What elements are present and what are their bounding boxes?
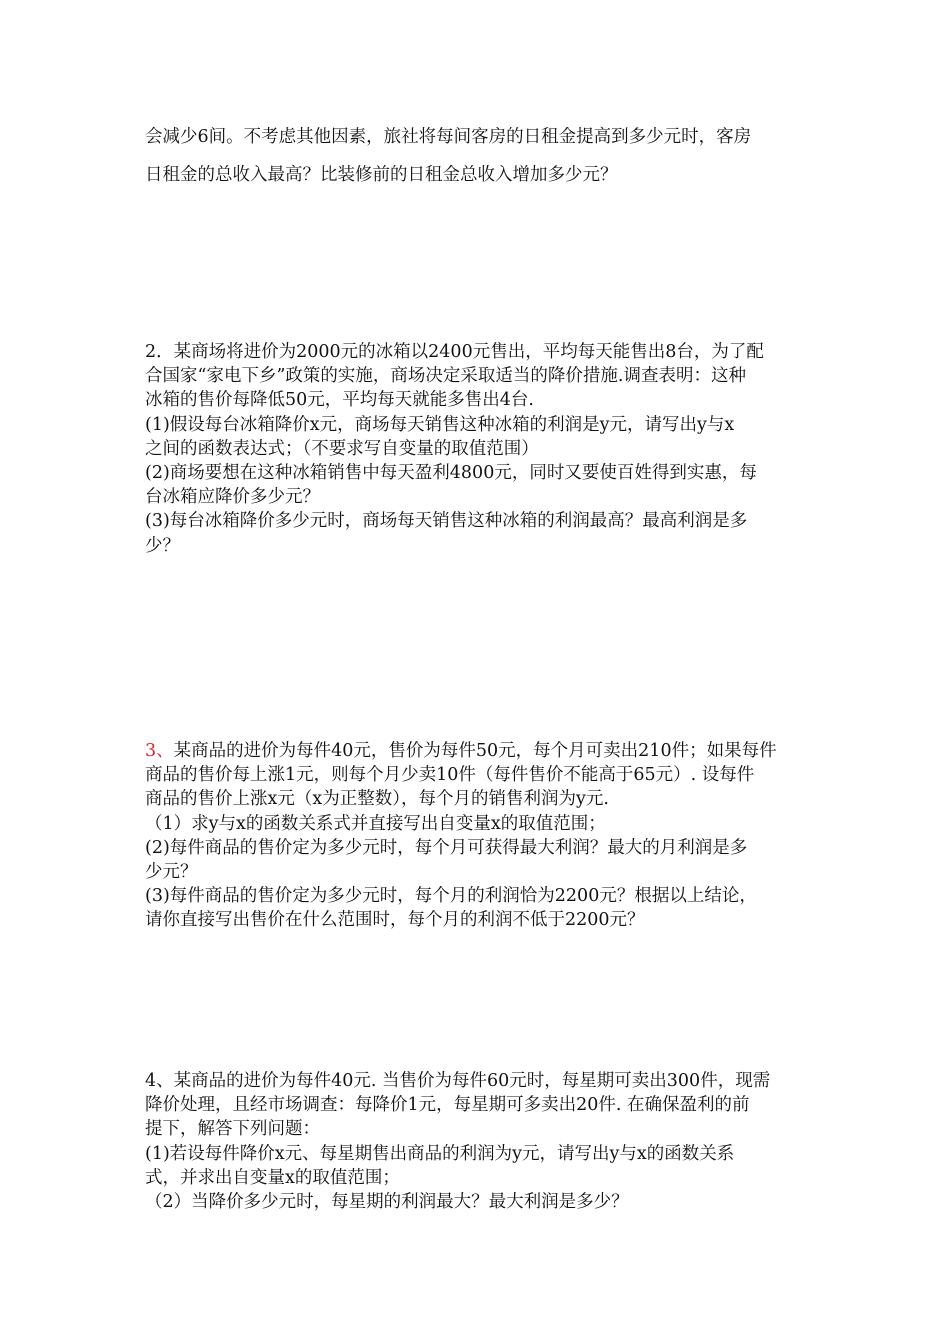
text-line: 合国家“家电下乡”政策的实施，商场决定采取适当的降价措施.调查表明：这种 [145,366,746,387]
text-line: （1）求y与x的函数关系式并直接写出自变量x的取值范围； [145,813,606,834]
text-line: (2)商场要想在这种冰箱销售中每天盈利4800元，同时又要使百姓得到实惠，每 [145,463,757,484]
text-line: 商品的售价上涨x元（x为正整数），每个月的销售利润为y元. [145,789,609,810]
text-line: (1)假设每台冰箱降价x元，商场每天销售这种冰箱的利润是y元，请写出y与x [145,414,735,435]
text-line: (2)每件商品的售价定为多少元时，每个月可获得最大利润？最大的月利润是多 [145,837,748,858]
text-line: 商品的售价每上涨1元，则每个月少卖10件（每件售价不能高于65元）. 设每件 [145,765,755,786]
text-line: 之间的函数表达式；（不要求写自变量的取值范围） [145,438,539,459]
problem-3 [145,739,810,933]
text-line: (3)每台冰箱降价多少元时，商场每天销售这种冰箱的利润最高？最高利润是多 [145,511,748,532]
text-line: 少元？ [145,862,198,883]
problem-4 [145,1069,810,1214]
text-line: 日租金的总收入最高？比装修前的日租金总收入增加多少元？ [145,165,618,185]
problem-2 [145,340,810,558]
text-line: 提下，解答下列问题： [145,1119,320,1140]
text-line: 冰箱的售价每降低50元，平均每天就能多售出4台. [145,390,534,411]
text-line: (1)若设每件降价x元、每星期售出商品的利润为y元，请写出y与x的函数关系 [145,1143,735,1164]
text-line-content: 某商品的进价为每件40元，售价为每件50元，每个月可卖出210件；如果每件 [173,741,777,761]
text-line: 会减少6间。不考虑其他因素，旅社将每间客房的日租金提高到多少元时，客房 [145,127,752,147]
text-line: （2）当降价多少元时，每星期的利润最大？最大利润是多少？ [145,1192,629,1213]
text-line: 4、某商品的进价为每件40元. 当售价为每件60元时，每星期可卖出300件，现需 [145,1071,771,1091]
text-line: 少？ [145,535,180,556]
problem-1-continuation [145,118,810,194]
text-line: 2．某商场将进价为2000元的冰箱以2400元售出，平均每天能售出8台，为了配 [145,342,764,362]
text-line: 请你直接写出售价在什么范围时，每个月的利润不低于2200元？ [145,910,645,931]
text-line [145,739,810,763]
text-line: 降价处理，且经市场调查：每降价1元，每星期可多卖出20件. 在确保盈利的前 [145,1095,750,1116]
problem-3-number: 3、 [145,741,174,761]
text-line: 式，并求出自变量x的取值范围； [145,1167,400,1188]
text-line: (3)每件商品的售价定为多少元时，每个月的利润恰为2200元？根据以上结论， [145,886,757,907]
text-line: 台冰箱应降价多少元？ [145,487,320,508]
